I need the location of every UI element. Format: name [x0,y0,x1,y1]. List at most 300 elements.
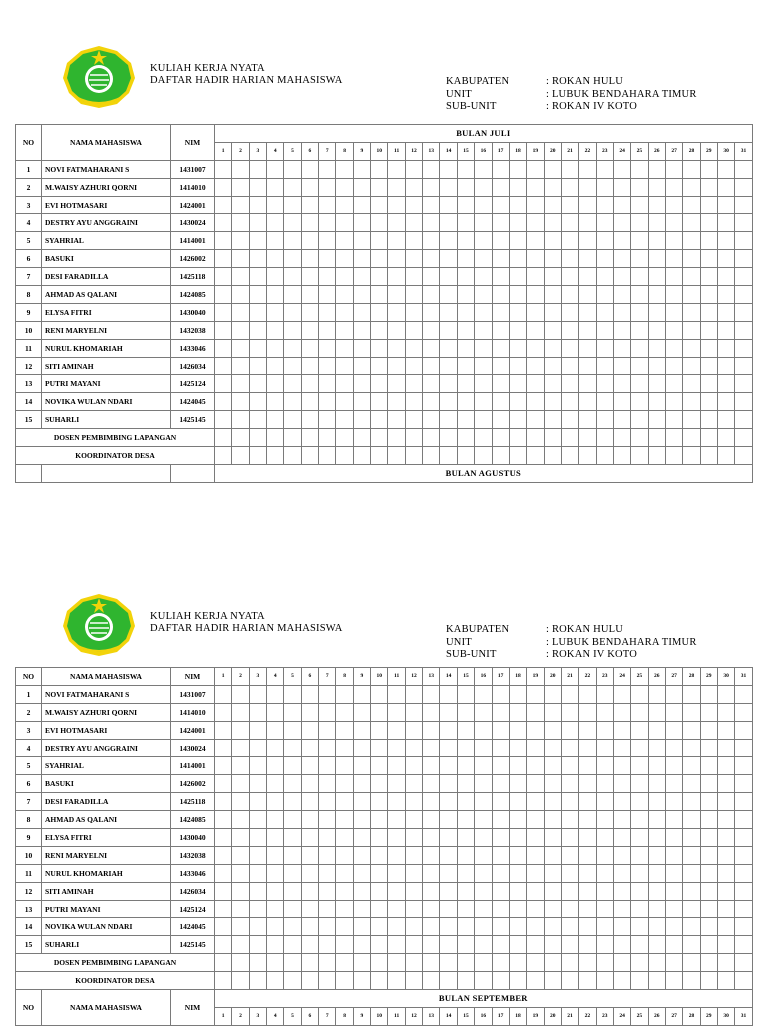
attendance-cell [440,972,457,990]
attendance-cell [388,685,405,703]
attendance-cell [492,739,509,757]
attendance-cell [648,321,665,339]
attendance-cell [648,685,665,703]
attendance-cell [405,196,422,214]
attendance-cell [735,864,752,882]
attendance-cell [353,375,370,393]
attendance-cell [440,775,457,793]
attendance-cell [457,829,474,847]
attendance-cell [492,811,509,829]
attendance-cell [527,864,544,882]
student-name: NOVI FATMAHARANI S [42,685,171,703]
table-row [16,196,753,214]
attendance-cell [544,375,561,393]
attendance-cell [232,178,249,196]
column-header-name: NAMA MAHASISWA [42,990,171,1026]
attendance-cell [648,793,665,811]
attendance-cell [717,286,734,304]
title-line-2: DAFTAR HADIR HARIAN MAHASISWA [150,75,343,86]
attendance-cell [457,196,474,214]
table-row [16,303,753,321]
attendance-cell [319,268,336,286]
attendance-cell [405,882,422,900]
attendance-cell [267,685,284,703]
attendance-cell [267,375,284,393]
attendance-cell [492,160,509,178]
attendance-cell [648,232,665,250]
attendance-cell [596,757,613,775]
attendance-cell [249,393,266,411]
day-number: 22 [579,668,596,686]
attendance-cell [267,250,284,268]
table-row [16,357,753,375]
attendance-cell [405,429,422,447]
attendance-cell [215,393,232,411]
attendance-cell [405,214,422,232]
attendance-cell [700,250,717,268]
attendance-cell [735,375,752,393]
attendance-cell [353,393,370,411]
attendance-cell [648,936,665,954]
attendance-cell [492,829,509,847]
student-name: NOVIKA WULAN NDARI [42,918,171,936]
attendance-cell [509,739,526,757]
attendance-cell [700,793,717,811]
attendance-cell [544,321,561,339]
attendance-cell [405,286,422,304]
attendance-cell [215,339,232,357]
attendance-cell [457,303,474,321]
attendance-cell [735,196,752,214]
student-name: NURUL KHOMARIAH [42,864,171,882]
attendance-cell [267,739,284,757]
attendance-cell [232,268,249,286]
attendance-cell [735,303,752,321]
attendance-cell [579,829,596,847]
attendance-cell [665,196,682,214]
student-number: 1 [16,160,42,178]
attendance-cell [631,829,648,847]
attendance-cell [267,721,284,739]
location-info [446,624,697,662]
attendance-cell [215,160,232,178]
attendance-cell [561,393,578,411]
attendance-cell [388,954,405,972]
attendance-cell [475,721,492,739]
table-row [16,375,753,393]
attendance-cell [648,900,665,918]
attendance-cell [388,321,405,339]
table-row [16,214,753,232]
attendance-cell [700,972,717,990]
attendance-cell [440,196,457,214]
attendance-cell [232,685,249,703]
attendance-cell [249,339,266,357]
attendance-cell [249,196,266,214]
attendance-cell [735,793,752,811]
title-line-1: KULIAH KERJA NYATA [150,611,265,622]
attendance-cell [215,268,232,286]
attendance-cell [267,339,284,357]
day-number: 11 [388,668,405,686]
attendance-cell [579,232,596,250]
attendance-cell [509,721,526,739]
attendance-cell [475,429,492,447]
attendance-cell [475,339,492,357]
attendance-cell [284,829,301,847]
attendance-cell [267,429,284,447]
student-number: 11 [16,339,42,357]
attendance-cell [492,864,509,882]
attendance-cell [700,160,717,178]
attendance-cell [631,846,648,864]
student-nim: 1424045 [171,918,215,936]
student-number: 5 [16,757,42,775]
attendance-cell [301,339,318,357]
attendance-cell [405,447,422,465]
day-number: 21 [561,142,578,160]
attendance-cell [717,882,734,900]
attendance-cell [336,357,353,375]
attendance-cell [492,793,509,811]
attendance-cell [319,793,336,811]
attendance-cell [683,178,700,196]
attendance-cell [579,411,596,429]
footer-label-dosen: DOSEN PEMBIMBING LAPANGAN [16,429,215,447]
attendance-cell [648,178,665,196]
attendance-cell [613,357,630,375]
attendance-cell [232,936,249,954]
attendance-cell [215,793,232,811]
attendance-cell [717,811,734,829]
student-name: SYAHRIAL [42,757,171,775]
attendance-cell [336,214,353,232]
student-number: 9 [16,829,42,847]
column-header-name: NAMA MAHASISWA [42,125,171,161]
day-number: 14 [440,1007,457,1025]
day-number: 21 [561,1007,578,1025]
empty-cell [171,464,215,482]
attendance-cell [475,972,492,990]
attendance-cell [267,268,284,286]
attendance-cell [527,793,544,811]
attendance-cell [544,339,561,357]
attendance-cell [717,918,734,936]
student-name: BASUKI [42,775,171,793]
attendance-cell [371,375,388,393]
attendance-cell [596,447,613,465]
attendance-cell [717,703,734,721]
attendance-cell [301,303,318,321]
attendance-cell [735,339,752,357]
attendance-cell [267,214,284,232]
attendance-cell [683,286,700,304]
attendance-cell [475,178,492,196]
attendance-cell [648,918,665,936]
attendance-cell [423,775,440,793]
attendance-cell [319,739,336,757]
attendance-cell [249,160,266,178]
attendance-cell [405,411,422,429]
attendance-cell [423,846,440,864]
student-nim: 1430024 [171,739,215,757]
attendance-cell [301,954,318,972]
attendance-cell [717,268,734,286]
student-name: SITI AMINAH [42,357,171,375]
attendance-cell [388,268,405,286]
day-number: 7 [319,1007,336,1025]
attendance-cell [665,685,682,703]
student-name: M.WAISY AZHURI QORNI [42,178,171,196]
info-sub-unit: SUB-UNIT : ROKAN IV KOTO [446,649,637,660]
attendance-cell [388,721,405,739]
attendance-cell [561,739,578,757]
attendance-cell [700,703,717,721]
attendance-cell [527,393,544,411]
attendance-cell [249,447,266,465]
attendance-cell [631,411,648,429]
attendance-cell [301,900,318,918]
attendance-cell [613,321,630,339]
attendance-cell [475,864,492,882]
attendance-cell [544,936,561,954]
attendance-cell [631,972,648,990]
attendance-cell [665,793,682,811]
attendance-cell [683,214,700,232]
attendance-cell [613,375,630,393]
attendance-cell [648,429,665,447]
attendance-cell [353,339,370,357]
attendance-cell [561,936,578,954]
attendance-cell [717,178,734,196]
attendance-cell [319,429,336,447]
attendance-cell [665,918,682,936]
attendance-cell [249,321,266,339]
attendance-cell [301,411,318,429]
attendance-cell [301,703,318,721]
attendance-cell [284,393,301,411]
student-number: 10 [16,846,42,864]
table-row [16,685,753,703]
attendance-cell [405,703,422,721]
attendance-cell [423,864,440,882]
attendance-cell [665,739,682,757]
attendance-cell [631,268,648,286]
attendance-cell [527,954,544,972]
attendance-cell [232,811,249,829]
attendance-cell [735,268,752,286]
attendance-cell [215,775,232,793]
attendance-cell [613,339,630,357]
attendance-cell [319,846,336,864]
attendance-cell [596,972,613,990]
attendance-cell [457,286,474,304]
attendance-cell [371,321,388,339]
attendance-cell [717,411,734,429]
attendance-cell [336,178,353,196]
attendance-cell [371,721,388,739]
attendance-cell [527,846,544,864]
attendance-cell [596,829,613,847]
attendance-cell [665,972,682,990]
attendance-cell [492,900,509,918]
attendance-cell [544,250,561,268]
info-unit: UNIT : LUBUK BENDAHARA TIMUR [446,636,697,648]
attendance-cell [631,375,648,393]
attendance-cell [440,178,457,196]
attendance-cell [735,721,752,739]
student-nim: 1432038 [171,846,215,864]
attendance-cell [336,900,353,918]
attendance-cell [388,829,405,847]
day-number: 7 [319,668,336,686]
attendance-cell [665,829,682,847]
attendance-cell [336,793,353,811]
attendance-cell [232,250,249,268]
attendance-cell [353,411,370,429]
attendance-cell [284,429,301,447]
attendance-cell [544,846,561,864]
attendance-cell [319,250,336,268]
attendance-cell [215,972,232,990]
attendance-cell [353,972,370,990]
attendance-cell [475,321,492,339]
attendance-cell [492,429,509,447]
attendance-cell [509,303,526,321]
attendance-cell [423,900,440,918]
attendance-cell [631,703,648,721]
attendance-cell [631,196,648,214]
attendance-cell [405,793,422,811]
attendance-cell [527,900,544,918]
attendance-cell [509,232,526,250]
attendance-cell [648,954,665,972]
attendance-cell [613,846,630,864]
attendance-cell [423,685,440,703]
attendance-cell [388,339,405,357]
attendance-cell [492,447,509,465]
attendance-cell [544,214,561,232]
attendance-cell [440,357,457,375]
day-number: 25 [631,1007,648,1025]
attendance-cell [596,775,613,793]
footer-label-koordinator: KOORDINATOR DESA [16,447,215,465]
attendance-cell [544,357,561,375]
attendance-cell [371,286,388,304]
attendance-cell [423,286,440,304]
day-number: 20 [544,668,561,686]
attendance-cell [561,846,578,864]
attendance-cell [648,196,665,214]
attendance-cell [423,160,440,178]
attendance-cell [648,811,665,829]
attendance-cell [301,321,318,339]
student-nim: 1414010 [171,178,215,196]
attendance-cell [596,321,613,339]
student-name: SUHARLI [42,936,171,954]
attendance-cell [440,954,457,972]
attendance-cell [371,214,388,232]
attendance-cell [527,775,544,793]
attendance-cell [544,864,561,882]
attendance-cell [700,864,717,882]
attendance-cell [665,429,682,447]
attendance-cell [267,232,284,250]
attendance-cell [648,214,665,232]
day-number: 10 [371,142,388,160]
attendance-cell [267,757,284,775]
attendance-cell [388,393,405,411]
day-number: 31 [735,668,752,686]
attendance-cell [631,954,648,972]
attendance-cell [405,846,422,864]
attendance-cell [735,775,752,793]
attendance-cell [527,936,544,954]
attendance-cell [683,864,700,882]
attendance-cell [440,793,457,811]
attendance-cell [319,954,336,972]
attendance-cell [232,429,249,447]
attendance-cell [735,393,752,411]
attendance-cell [596,793,613,811]
attendance-cell [232,846,249,864]
attendance-cell [215,321,232,339]
table-row [16,160,753,178]
attendance-cell [319,160,336,178]
student-nim: 1433046 [171,339,215,357]
attendance-cell [423,232,440,250]
attendance-cell [249,972,266,990]
attendance-cell [735,214,752,232]
attendance-cell [319,972,336,990]
attendance-cell [457,811,474,829]
attendance-cell [735,846,752,864]
attendance-cell [735,829,752,847]
attendance-cell [215,286,232,304]
attendance-cell [301,393,318,411]
attendance-cell [683,250,700,268]
attendance-cell [527,721,544,739]
day-number: 12 [405,142,422,160]
student-nim: 1433046 [171,864,215,882]
student-number: 6 [16,250,42,268]
attendance-cell [665,846,682,864]
attendance-cell [735,882,752,900]
attendance-cell [509,936,526,954]
attendance-cell [353,286,370,304]
attendance-cell [371,160,388,178]
attendance-cell [232,339,249,357]
attendance-cell [440,447,457,465]
day-number: 24 [613,668,630,686]
attendance-cell [440,918,457,936]
attendance-cell [371,393,388,411]
attendance-cell [457,739,474,757]
table-row [16,739,753,757]
attendance-cell [492,393,509,411]
attendance-cell [735,918,752,936]
column-header-nim: NIM [171,990,215,1026]
day-number: 9 [353,668,370,686]
student-name: SUHARLI [42,411,171,429]
student-nim: 1430040 [171,829,215,847]
attendance-cell [301,882,318,900]
student-number: 10 [16,321,42,339]
attendance-cell [249,936,266,954]
attendance-cell [596,721,613,739]
attendance-cell [319,721,336,739]
attendance-cell [561,232,578,250]
